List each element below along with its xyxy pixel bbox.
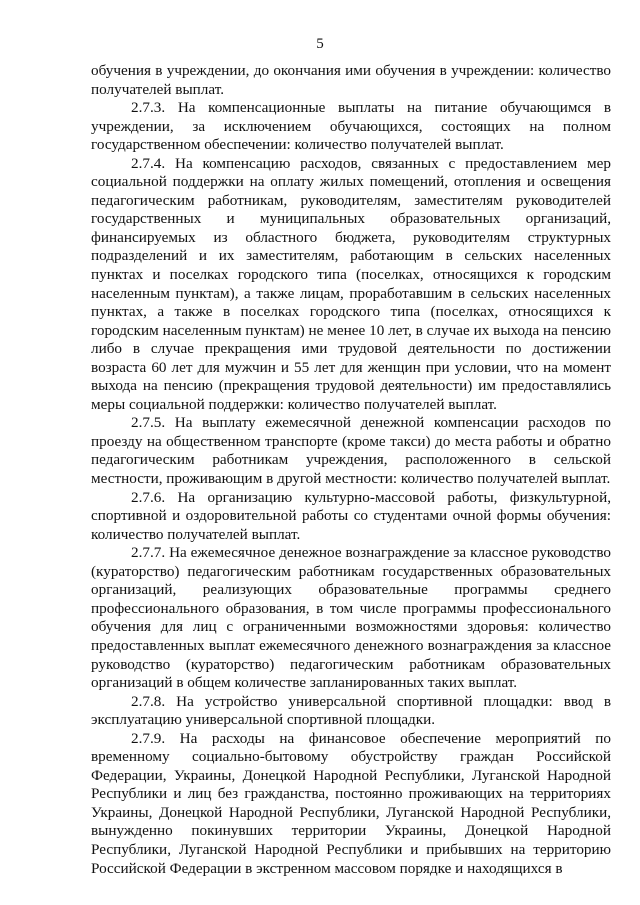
paragraph-2-7-3: 2.7.3. На компенсационные выплаты на питание обучающимся в учреждении, за исключением обучающихся, состоящих на полном государственном обеспечении: количество получателей выплат.: [91, 99, 611, 154]
paragraph-2-7-7: 2.7.7. На ежемесячное денежное вознаграждение за классное руководство (кураторство) педагогическим работникам государственных образовательных организаций, реализующих образовательные программы среднего профессионального образования, в том числе программы профессионального обучения для лиц с ограниченными возможностями здоровья: количество предоставленных выплат ежемесячного денежного вознаграждения за классное руководство (кураторство) педагогическим работникам образовательных организаций в общем количестве запланированных таких выплат.: [91, 544, 611, 692]
paragraph-continuation: обучения в учреждении, до окончания ими обучения в учреждении: количество получателей выплат.: [91, 62, 611, 98]
paragraph-2-7-5: 2.7.5. На выплату ежемесячной денежной компенсации расходов по проезду на общественном транспорте (кроме такси) до места работы и обратно педагогическим работникам учреждения, расположенного в сельской местности, проживающим в другой местности: количество получателей выплат.: [91, 414, 611, 488]
document-body: [91, 62, 611, 878]
paragraph-2-7-8: 2.7.8. На устройство универсальной спортивной площадки: ввод в эксплуатацию универсальной спортивной площадки.: [91, 692, 611, 729]
paragraph-2-7-9: 2.7.9. На расходы на финансовое обеспечение мероприятий по временному социально-бытовому обустройству граждан Российской Федерации, Украины, Донецкой Народной Республики, Луганской Народной Республики и лиц без гражданства, постоянно проживающих на территориях Украины, Донецкой Народной Республики, Луганской Народной Республики, вынужденно покинувших территории Украины, Донецкой Народной Республики, Луганской Народной Республики и прибывших на территорию Российской Федерации в экстренном массовом порядке и находящихся в: [91, 729, 611, 877]
paragraph-2-7-6: 2.7.6. На организацию культурно-массовой работы, физкультурной, спортивной и оздоровительной работы со студентами очной формы обучения: количество получателей выплат.: [91, 488, 611, 543]
paragraph-2-7-4: 2.7.4. На компенсацию расходов, связанных с предоставлением мер социальной поддержки на оплату жилых помещений, отопления и освещения педагогическим работникам, руководителям, заместителям руководителей государственных и муниципальных образовательных организаций, финансируемых из областного бюджета, руководителям структурных подразделений и их заместителям, работающим в сельских населенных пунктах и поселках городского типа (поселках, относящихся к городским населенным пунктам), а также лицам, проработавшим в сельских населенных пунктах, а также в поселках городского типа (поселках, относящихся к городским населенным пунктам) не менее 10 лет, в случае их выхода на пенсию либо в случае прекращения ими трудовой деятельности по достижении возраста 60 лет для мужчин и 55 лет для женщин при условии, что на момент выхода на пенсию (прекращения трудовой деятельности) им предоставлялись меры социальной поддержки: количество получателей выплат.: [91, 154, 611, 413]
page-number: 5: [316, 36, 324, 52]
